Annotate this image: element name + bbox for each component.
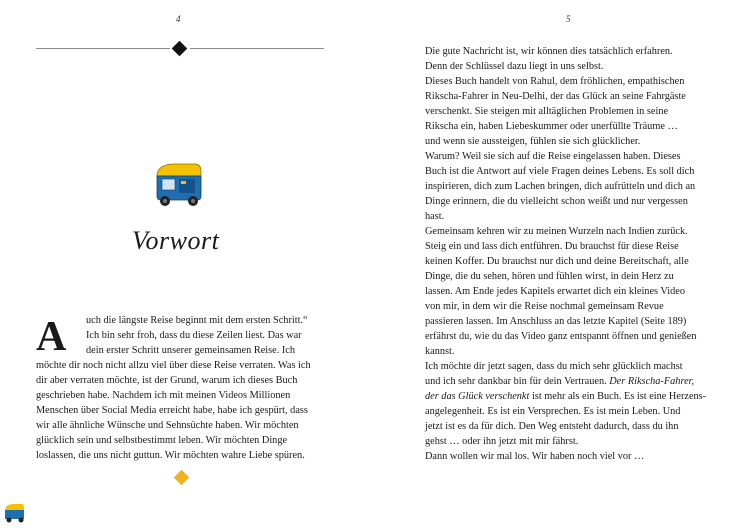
small-rickshaw-icon [2, 502, 26, 524]
paragraph-line: Ich bin sehr froh, dass du diese Zeilen liest. Das war [86, 330, 302, 341]
text-line: Denn der Schlüssel dazu liegt in uns selbst. [425, 61, 604, 72]
text-line: Buch ist die Antwort auf viele Fragen deines Lebens. Es soll dich [425, 166, 695, 177]
paragraph-line: wir alle ähnliche Wünsche und Sehnsüchte haben. Wir möchten [36, 420, 299, 431]
text-line: Ich möchte dir jetzt sagen, dass du mich sehr glücklich machst [425, 361, 683, 372]
text-line: gehst … oder ihn jetzt mit mir fährst. [425, 436, 579, 447]
text-line: Die gute Nachricht ist, wir können dies tatsächlich erfahren. [425, 46, 673, 57]
paragraph-line: dir aber verraten möchte, ist der Grund, warum ich dieses Buch [36, 375, 298, 386]
text-line: erfährst du, wie du das Video ganz entspannt öffnen und genießen [425, 331, 697, 342]
text-line: von mir, in dem wir die Reise nochmal gemeinsam Revue [425, 301, 664, 312]
text-fragment: und ich sehr dankbar bin für dein Vertrauen. [425, 376, 607, 387]
text-line [425, 374, 714, 389]
text-line: Steig ein und lass dich entführen. Du brauchst für diese Reise [425, 241, 679, 252]
text-line: keinen Koffer. Du brauchst nur dich und deine Bereitschaft, alle [425, 256, 689, 267]
book-title-italic: der das Glück verschenkt [425, 391, 530, 402]
text-line: und wenn sie aussteigen, fühlen sie sich glücklicher. [425, 136, 641, 147]
page-number-left: 4 [176, 14, 181, 24]
gold-diamond-ornament [174, 470, 190, 486]
paragraph-line: möchte dir noch nicht allzu viel über diese Reise verraten. Was ich [36, 360, 311, 371]
text-line: jetzt ist es da für dich. Den Weg entsteht dadurch, dass du ihn [425, 421, 679, 432]
text-line: passieren lassen. Im Anschluss an das letzte Kapitel (Seite 189) [425, 316, 687, 327]
paragraph-line: Menschen über Social Media erreicht habe, habe ich gespürt, dass [36, 405, 308, 416]
text-line: Dinge erinnern, die du vielleicht schon weißt und nur vergessen [425, 196, 688, 207]
text-line: Warum? Weil sie sich auf die Reise eingelassen haben. Dieses [425, 151, 681, 162]
text-line: Rikscha-Fahrer in Neu-Delhi, der das Glück an seine Fahrgäste [425, 91, 686, 102]
paragraph-line: loslassen, die uns nicht guttun. Wir möchten wahre Liebe spüren. [36, 450, 305, 461]
text-line: Gemeinsam kehren wir zu meinen Wurzeln nach Indien zurück. [425, 226, 688, 237]
text-line: Dann wollen wir mal los. Wir haben noch viel vor … [425, 451, 645, 462]
book-title-italic: Der Rikscha-Fahrer, [609, 376, 695, 387]
text-line: angelegenheit. Es ist ein Versprechen. Es ist mein Leben. Und [425, 406, 681, 417]
paragraph-line: uch die längste Reise beginnt mit dem ersten Schritt.“ [86, 315, 308, 326]
drop-cap: A [36, 314, 67, 360]
rickshaw-icon [151, 160, 205, 208]
text-line: hast. [425, 211, 445, 222]
paragraph-line: geschrieben habe. Nachdem ich mit meinen Videos Millionen [36, 390, 291, 401]
text-fragment: ist mehr als ein Buch. Es ist eine Herzens- [531, 391, 707, 402]
text-line: verschenkt. Sie steigen mit alltäglichen Problemen in seine [425, 106, 669, 117]
text-line: Dinge, die du sehen, hören und fühlen wirst, in dein Herz zu [425, 271, 674, 282]
text-line: kannst. [425, 346, 455, 357]
chapter-title: Vorwort [132, 226, 220, 255]
text-line: lassen. Am Ende jedes Kapitels erwartet dich ein kleines Video [425, 286, 685, 297]
page-number-right: 5 [566, 14, 571, 24]
text-line [425, 389, 714, 404]
paragraph-line: dein erster Schritt unserer gemeinsamen Reise. Ich [86, 345, 296, 356]
paragraph-line: glücklich sein und selbstbestimmt leben. Wir möchten Dinge [36, 435, 288, 446]
text-line: Dieses Buch handelt von Rahul, dem fröhlichen, empathischen [425, 76, 685, 87]
black-diamond-ornament [172, 41, 188, 57]
text-line: inspirieren, dich zum Lachen bringen, dich aufrütteln und dich an [425, 181, 696, 192]
text-line: Rikscha ein, haben Liebeskummer oder unerfüllte Träume … [425, 121, 678, 132]
header-rule-right [190, 48, 324, 49]
header-rule-left [36, 48, 170, 49]
